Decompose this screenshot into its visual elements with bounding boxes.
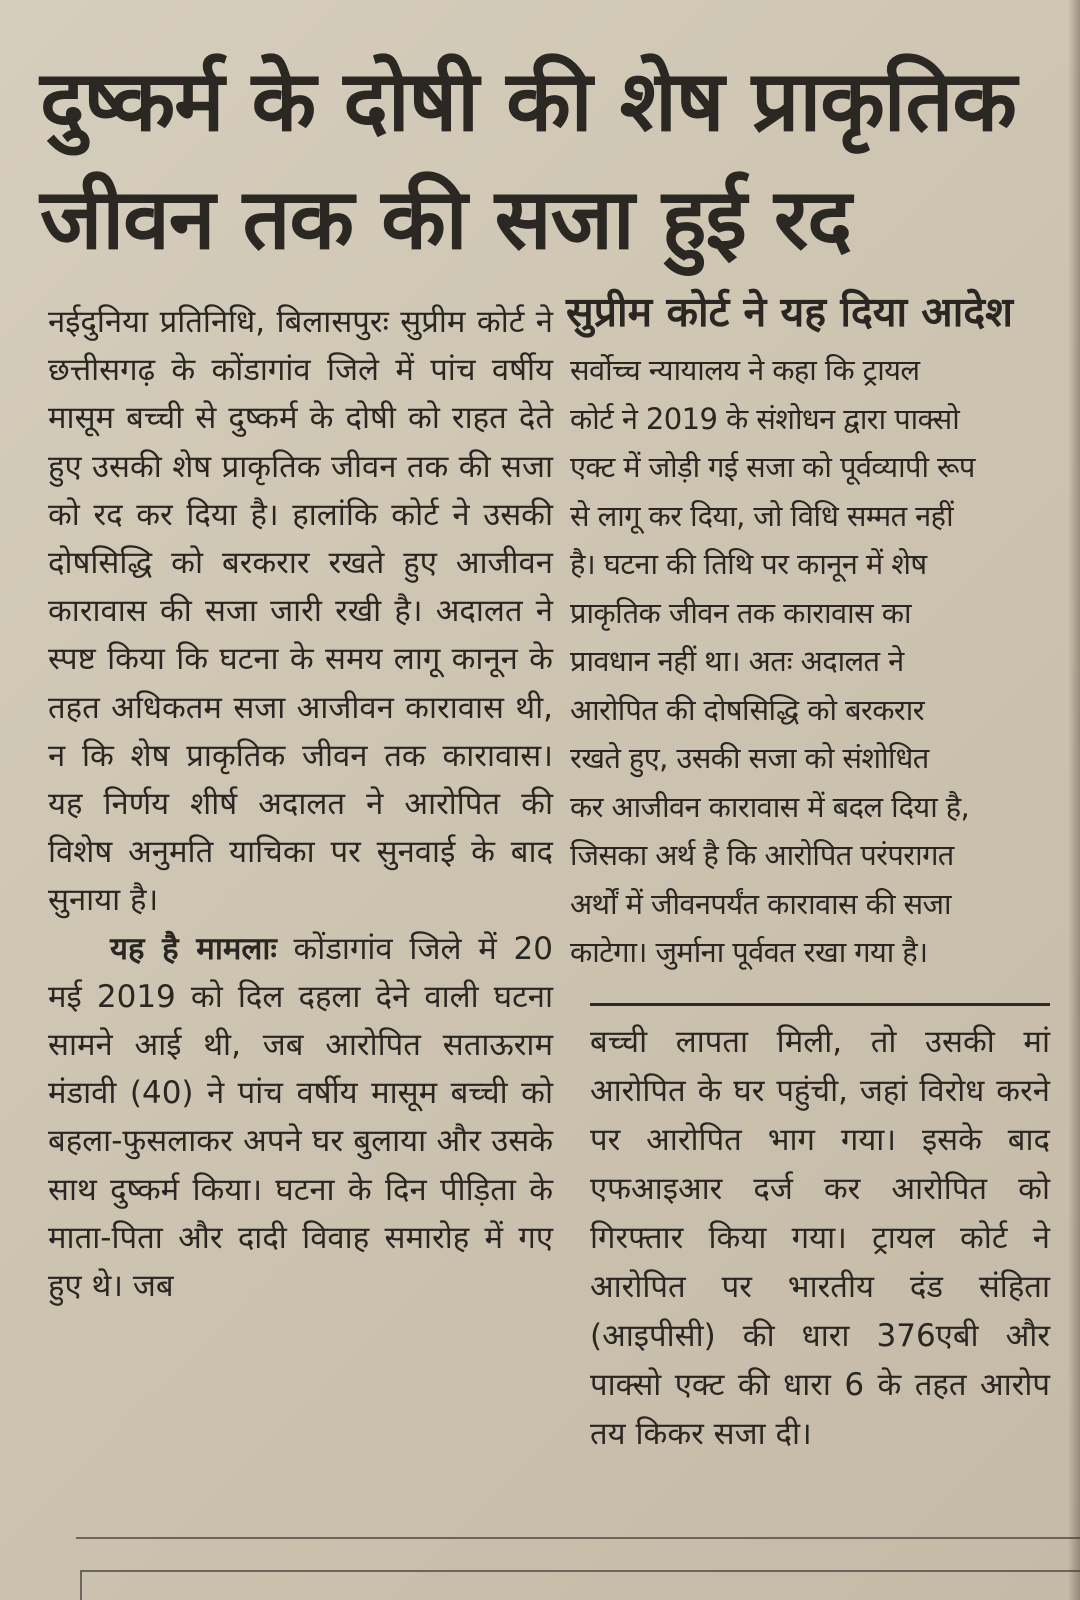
headline: [40, 42, 1040, 278]
box-line: से लागू कर दिया, जो विधि सम्मत नहीं: [570, 498, 953, 533]
left-paragraph-1: नईदुनिया प्रतिनिधि, बिलासपुरः सुप्रीम कोर्ट ने छत्तीसगढ़ के कोंडागांव जिले में पांच वर्षीय मासूम बच्ची से दुष्कर्म के दोषी को राहत देते हुए उसकी शेष प्राकृतिक जीवन तक की सजा को रद कर दिया है। हालांकि कोर्ट ने उसकी दोषसिद्धि को बरकरार रखते हुए आजीवन कारावास की सजा जारी रखी है। अदालत ने स्पष्ट किया कि घटना के समय लागू कानून के तहत अधिकतम सजा आजीवन कारावास थी, न कि शेष प्राकृतिक जीवन तक कारावास। यह निर्णय शीर्ष अदालत ने आरोपित की विशेष अनुमति याचिका पर सुनवाई के बाद सुनाया है।: [48, 304, 553, 919]
box-line: कोर्ट ने 2019 के संशोधन द्वारा पाक्सो: [570, 401, 960, 436]
box-line: सर्वोच्च न्यायालय ने कहा कि ट्रायल: [570, 353, 920, 387]
next-article-border: [80, 1570, 1080, 1600]
left-paragraph-2: [48, 925, 553, 1311]
box-text: [570, 346, 1040, 977]
box-line: एक्ट में जोड़ी गई सजा को पूर्वव्यापी रूप: [570, 450, 975, 484]
case-lead-label: यह है मामलाः: [110, 930, 277, 967]
box-line: रखते हुए, उसकी सजा को संशोधित: [570, 741, 929, 775]
box-title: सुप्रीम कोर्ट ने यह दिया आदेश: [566, 288, 1013, 336]
headline-line-2: जीवन तक की सजा हुई रद: [40, 170, 851, 268]
box-line: प्राकृतिक जीवन तक कारावास का: [570, 595, 911, 630]
box-line: अर्थों में जीवनपर्यंत कारावास की सजा: [570, 886, 951, 921]
box-line: कर आजीवन कारावास में बदल दिया है,: [570, 789, 970, 824]
bottom-divider: [76, 1537, 1080, 1539]
right-column: [590, 1018, 1050, 1459]
left-column: [48, 298, 553, 1310]
box-divider: [590, 1003, 1050, 1006]
page-edge-shadow: [1068, 0, 1080, 1600]
box-line: आरोपित की दोषसिद्धि को बरकरार: [570, 692, 924, 727]
box-line: जिसका अर्थ है कि आरोपित परंपरागत: [570, 838, 954, 872]
headline-line-1: दुष्कर्म के दोषी की शेष प्राकृतिक: [40, 52, 1016, 150]
case-body: कोंडागांव जिले में 20 मई 2019 को दिल दहला देने वाली घटना सामने आई थी, जब आरोपित सताऊराम मंडावी (40) ने पांच वर्षीय मासूम बच्ची को बहला-फुसलाकर अपने घर बुलाया और उसके साथ दुष्कर्म किया। घटना के दिन पीड़िता के माता-पिता और दादी विवाह समारोह में गए हुए थे। जब: [48, 930, 553, 1305]
box-line: काटेगा। जुर्माना पूर्ववत रखा गया है।: [570, 935, 928, 969]
box-line: है। घटना की तिथि पर कानून में शेष: [570, 547, 927, 581]
right-paragraph: बच्ची लापता मिली, तो उसकी मां आरोपित के घर पहुंची, जहां विरोध करने पर आरोपित भाग गया। इसके बाद एफआइआर दर्ज कर आरोपित को गिरफ्तार किया गया। ट्रायल कोर्ट ने आरोपित पर भारतीय दंड संहिता (आइपीसी) की धारा 376एबी और पाक्सो एक्ट की धारा 6 के तहत आरोप तय किकर सजा दी।: [590, 1024, 1050, 1452]
box-line: प्रावधान नहीं था। अतः अदालत ने: [570, 644, 904, 678]
